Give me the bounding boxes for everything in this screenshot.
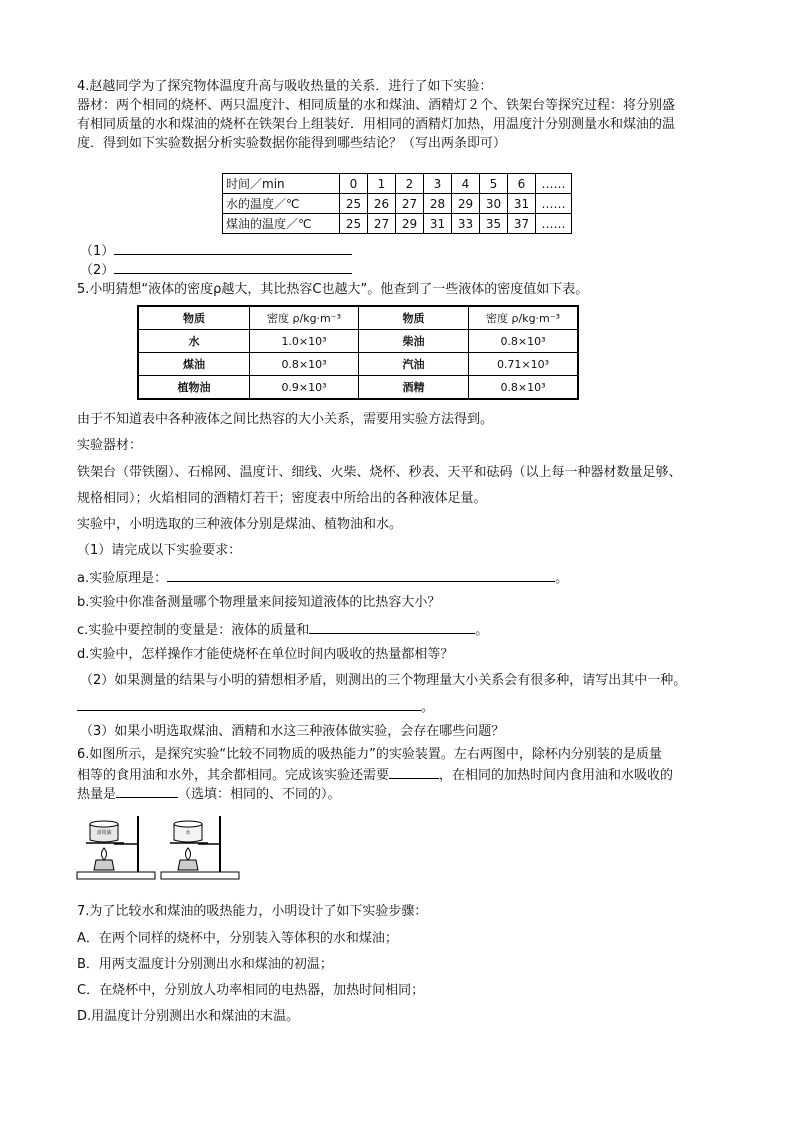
time-cell: …… <box>536 174 572 194</box>
header-cell: 密度 ρ/kg·m⁻³ <box>250 306 359 330</box>
oil-header: 煤油的温度／℃ <box>223 214 340 234</box>
water-cell: 29 <box>452 194 480 214</box>
water-cell: 25 <box>340 194 368 214</box>
time-cell: 3 <box>424 174 452 194</box>
q5-p6: （1）请完成以下实验要求： <box>77 543 242 558</box>
header-cell: 物质 <box>359 306 469 330</box>
period: 。 <box>555 571 569 586</box>
time-cell: 4 <box>452 174 480 194</box>
q5-p7: （2）如果测量的结果与小明的猜想相矛盾，则测出的三个物理量大小关系会有很多种，请写出其中一种。 <box>80 673 687 688</box>
temperature-table <box>222 173 572 234</box>
table-row <box>138 330 578 353</box>
q7-step-b: B．用两支温度计分别测出水和煤油的初温； <box>77 957 333 972</box>
q5-c <box>77 619 488 640</box>
q5-p8: （3）如果小明选取煤油、酒精和水这三种液体做实验，会存在哪些问题？ <box>80 724 505 739</box>
q5-p2: 实验器材： <box>77 438 143 453</box>
q4-line1: 4.赵越同学为了探究物体温度升高与吸收热量的关系．进行了如下实验： <box>77 79 493 94</box>
q6-line3-end: （选填：相同的、不同的）。 <box>178 787 341 802</box>
answer-blank[interactable] <box>114 240 352 255</box>
cell: 0.8×10³ <box>250 353 359 376</box>
q5-p3: 铁架台（带铁圈）、石棉网、温度计、细线、火柴、烧杯、秒表、天平和砝码（以上每一种器材数量足够、 <box>77 465 682 480</box>
cell: 0.9×10³ <box>250 376 359 400</box>
question-c: c.实验中要控制的变量是：液体的质量和 <box>77 623 310 638</box>
q5-p1: 由于不知道表中各种液体之间比热容的大小关系，需要用实验方法得到。 <box>77 412 494 427</box>
density-table <box>137 305 579 400</box>
q6-line2-start: 相等的食用油和水外，其余都相同。完成该实验还需要 <box>77 768 390 783</box>
cell: 1.0×10³ <box>250 330 359 353</box>
water-cell: 27 <box>396 194 424 214</box>
answer-blank[interactable] <box>309 619 475 634</box>
water-cell: 30 <box>480 194 508 214</box>
q5-b: b.实验中你准备测量哪个物理量来间接知道液体的比热容大小？ <box>77 595 441 610</box>
cell: 柴油 <box>359 330 469 353</box>
q4-line2: 器材：两个相同的烧杯、两只温度汁、相同质量的水和煤油、酒精灯２个、铁架台等探究过程：将分别盛 <box>77 98 676 113</box>
water-cell: 28 <box>424 194 452 214</box>
q5-p7-answer <box>77 696 434 717</box>
cell: 酒精 <box>359 376 469 400</box>
q6-line2-end: ，在相同的加热时间内食用油和水吸收的 <box>439 768 674 783</box>
answer-blank[interactable] <box>77 696 421 711</box>
q7-step-c: C．在烧杯中，分别放人功率相同的电热器，加热时间相同； <box>77 983 425 998</box>
water-header: 水的温度／℃ <box>223 194 340 214</box>
q7-step-d: D.用温度计分别测出水和煤油的末温。 <box>77 1009 300 1024</box>
header-cell: 物质 <box>138 306 250 330</box>
q4-answer-1 <box>80 240 352 261</box>
answer-label: （1） <box>80 244 115 259</box>
answer-blank[interactable] <box>116 783 178 798</box>
q6-line3-start: 热量是 <box>77 787 117 802</box>
time-header: 时间／min <box>223 174 340 194</box>
q5-d: d.实验中，怎样操作才能使烧杯在单位时间内吸收的热量都相等？ <box>77 647 454 662</box>
time-cell: 5 <box>480 174 508 194</box>
answer-label: （2） <box>80 263 115 278</box>
q4-answer-2 <box>80 259 352 280</box>
q7-line1: 7.为了比较水和煤油的吸热能力，小明设计了如下实验步骤： <box>77 904 428 919</box>
water-cell: 26 <box>368 194 396 214</box>
q6-line3 <box>77 783 341 804</box>
answer-blank[interactable] <box>114 259 352 274</box>
cell: 植物油 <box>138 376 250 400</box>
q4-line3: 有相同质量的水和煤油的烧杯在铁架台上组装好．用相同的酒精灯加热，用温度汁分别测量水和煤油的温 <box>77 117 676 132</box>
oil-cell: …… <box>536 214 572 234</box>
q4-line4: 度．得到如下实验数据分析实验数据你能得到哪些结论？（写出两条即可） <box>77 136 507 151</box>
answer-blank[interactable] <box>389 764 439 779</box>
header-cell: 密度 ρ/kg·m⁻³ <box>469 306 579 330</box>
time-cell: 2 <box>396 174 424 194</box>
oil-cell: 29 <box>396 214 424 234</box>
cell: 0.71×10³ <box>469 353 579 376</box>
q5-line1: 5.小明猜想“液体的密度ρ越大，其比热容C也越大”。他查到了一些液体的密度值如下表。 <box>77 282 589 297</box>
q6-line2 <box>77 764 673 785</box>
oil-cell: 31 <box>424 214 452 234</box>
q6-line1: 6.如图所示，是探究实验“比较不同物质的吸热能力”的实验装置。左右两图中，除杯内分别装的是质量 <box>77 747 662 762</box>
oil-label: 食用油 <box>96 830 112 836</box>
table-row <box>223 174 572 194</box>
q5-p4: 规格相同）；火焰相同的酒精灯若干；密度表中所给出的各种液体足量。 <box>77 491 487 506</box>
oil-heating-apparatus-figure <box>76 810 156 882</box>
table-row <box>223 194 572 214</box>
question-a: a.实验原理是： <box>77 571 168 586</box>
water-cell: …… <box>536 194 572 214</box>
time-cell: 6 <box>508 174 536 194</box>
water-label: 水 <box>185 830 191 836</box>
table-row <box>138 306 578 330</box>
cell: 水 <box>138 330 250 353</box>
water-heating-apparatus-figure <box>160 810 240 882</box>
cell: 汽油 <box>359 353 469 376</box>
table-row <box>223 214 572 234</box>
oil-cell: 35 <box>480 214 508 234</box>
oil-cell: 37 <box>508 214 536 234</box>
table-row <box>138 376 578 400</box>
q5-a <box>77 567 568 588</box>
period: 。 <box>421 700 435 715</box>
table-row <box>138 353 578 376</box>
water-cell: 31 <box>508 194 536 214</box>
cell: 煤油 <box>138 353 250 376</box>
answer-blank[interactable] <box>167 567 555 582</box>
time-cell: 1 <box>368 174 396 194</box>
q7-step-a: A．在两个同样的烧杯中，分别装入等体积的水和煤油； <box>77 931 398 946</box>
oil-cell: 25 <box>340 214 368 234</box>
period: 。 <box>475 623 489 638</box>
oil-cell: 27 <box>368 214 396 234</box>
time-cell: 0 <box>340 174 368 194</box>
q5-p5: 实验中，小明选取的三种液体分别是煤油、植物油和水。 <box>77 517 403 532</box>
cell: 0.8×10³ <box>469 376 579 400</box>
oil-cell: 33 <box>452 214 480 234</box>
cell: 0.8×10³ <box>469 330 579 353</box>
